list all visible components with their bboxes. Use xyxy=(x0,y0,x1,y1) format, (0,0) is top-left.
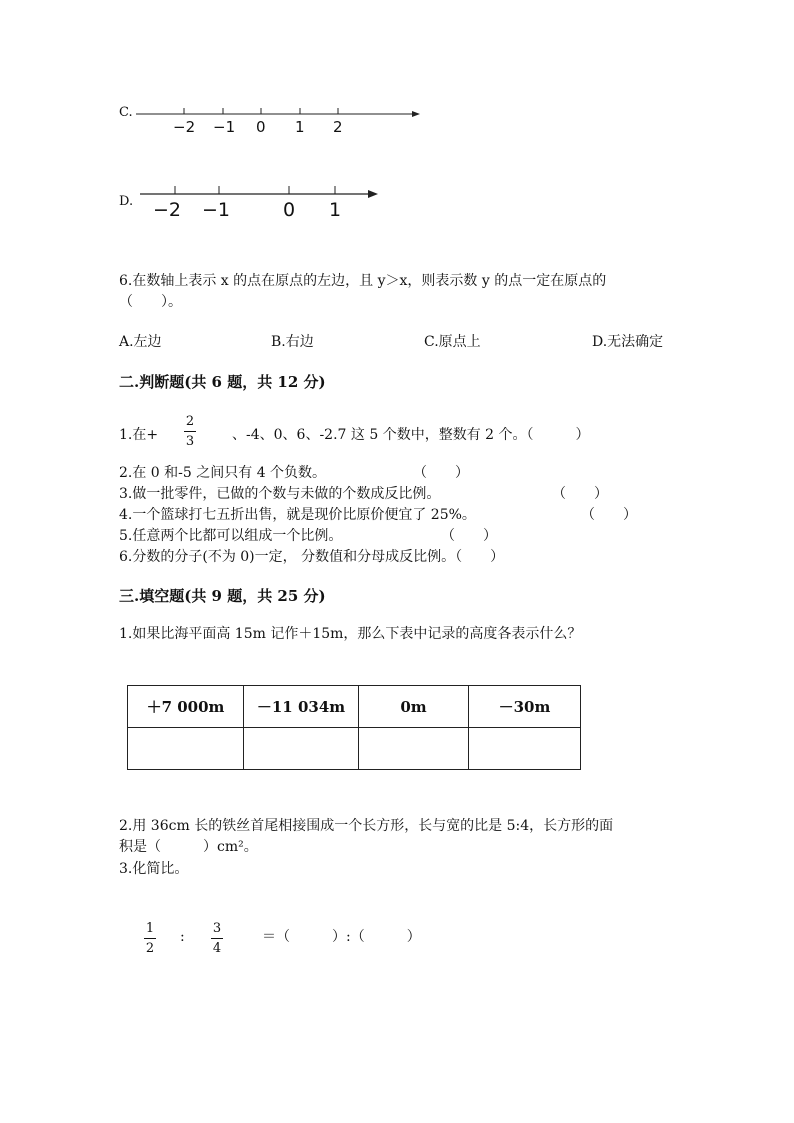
fraction-bar xyxy=(184,431,196,432)
s3-q3: 3.化简比。 xyxy=(119,861,189,877)
table-header-row xyxy=(128,686,581,728)
fraction-denominator: 2 xyxy=(145,941,155,956)
answer-cell[interactable] xyxy=(469,728,581,770)
tick-label-c-2: 2 xyxy=(333,118,343,136)
s3-q2-line1: 2.用 36cm 长的铁丝首尾相接围成一个长方形，长与宽的比是 5:4，长方形的面 xyxy=(119,818,614,834)
s3-q2-line2: 积是（ ）cm²。 xyxy=(119,839,258,855)
tick-label-d-0: 0 xyxy=(283,199,296,221)
s2-q3-paren: （ ） xyxy=(552,486,608,502)
table-header-cell: 0m xyxy=(359,686,469,728)
q6-line2: （ ）。 xyxy=(119,294,182,310)
tick-label-d-neg1: −1 xyxy=(202,199,231,221)
s3-q1: 1.如果比海平面高 15m 记作＋15m，那么下表中记录的高度各表示什么？ xyxy=(119,626,582,642)
q6-option-c: C.原点上 xyxy=(424,334,481,350)
tick-label-c-neg1: −1 xyxy=(213,118,236,136)
s2-q1-fraction xyxy=(184,414,196,449)
s2-q6: 6.分数的分子(不为 0)一定， 分数值和分母成反比例。（ ） xyxy=(119,549,505,565)
s2-q2: 2.在 0 和-5 之间只有 4 个负数。 xyxy=(119,465,327,481)
answer-cell[interactable] xyxy=(359,728,469,770)
s2-q4: 4.一个篮球打七五折出售，就是现价比原价便宜了 25%。 xyxy=(119,507,476,523)
tick-label-c-neg2: −2 xyxy=(173,118,196,136)
s2-q2-paren: （ ） xyxy=(413,465,469,481)
s2-q4-paren: （ ） xyxy=(581,507,637,523)
answer-cell[interactable] xyxy=(128,728,244,770)
ratio-fraction-b xyxy=(211,921,223,956)
altitude-table xyxy=(127,685,581,770)
table-answer-row xyxy=(128,728,581,770)
fraction-denominator: 3 xyxy=(185,434,195,449)
number-line-d xyxy=(140,184,385,200)
answer-cell[interactable] xyxy=(244,728,359,770)
ratio-colon: : xyxy=(180,929,185,945)
tick-label-c-1: 1 xyxy=(295,118,305,136)
option-c-label: C. xyxy=(119,105,133,120)
option-d-label: D. xyxy=(119,194,134,209)
fraction-numerator: 2 xyxy=(185,414,195,429)
section3-title: 三.填空题(共 9 题，共 25 分) xyxy=(119,587,326,605)
fraction-bar xyxy=(211,938,223,939)
s2-q5-paren: （ ） xyxy=(441,528,497,544)
s2-q1-suffix: 、-4、0、6、-2.7 这 5 个数中，整数有 2 个。（ ） xyxy=(232,427,590,443)
fraction-numerator: 1 xyxy=(145,921,155,936)
tick-label-d-1: 1 xyxy=(329,199,342,221)
s2-q3: 3.做一批零件，已做的个数与未做的个数成反比例。 xyxy=(119,486,441,502)
ratio-fraction-a xyxy=(144,921,156,956)
q6-option-a: A.左边 xyxy=(119,334,162,350)
fraction-bar xyxy=(144,938,156,939)
table-header-cell: －30m xyxy=(469,686,581,728)
s2-q1-prefix: 1.在+ xyxy=(119,427,159,443)
ratio-result: ＝（ ）:（ ） xyxy=(262,929,421,945)
q6-option-b: B.右边 xyxy=(271,334,314,350)
fraction-denominator: 4 xyxy=(212,941,222,956)
q6-option-d: D.无法确定 xyxy=(592,334,664,350)
tick-label-d-neg2: −2 xyxy=(153,199,182,221)
table-header-cell: －11 034m xyxy=(244,686,359,728)
s2-q5: 5.任意两个比都可以组成一个比例。 xyxy=(119,528,343,544)
tick-label-c-0: 0 xyxy=(256,118,266,136)
q6-line1: 6.在数轴上表示 x 的点在原点的左边，且 y＞x，则表示数 y 的点一定在原点的 xyxy=(119,273,607,289)
table-header-cell: ＋7 000m xyxy=(128,686,244,728)
section2-title: 二.判断题(共 6 题，共 12 分) xyxy=(119,373,326,391)
fraction-numerator: 3 xyxy=(212,921,222,936)
